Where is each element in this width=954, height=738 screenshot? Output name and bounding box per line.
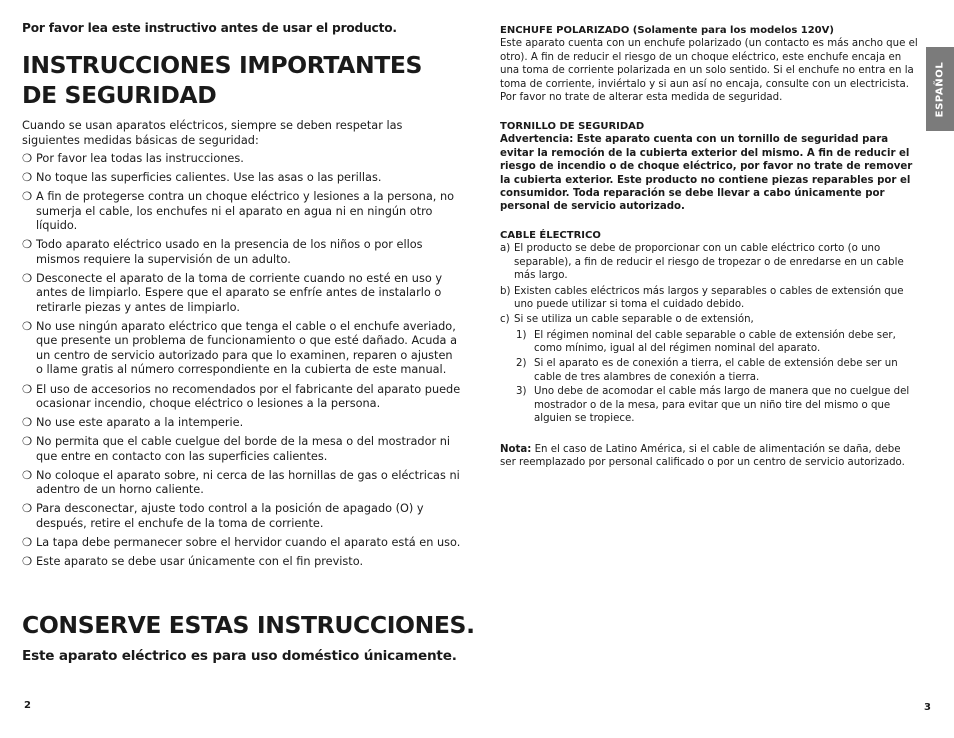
list-item	[22, 272, 462, 316]
safety-screw-section	[500, 120, 918, 214]
list-item	[22, 469, 462, 498]
list-marker: 1)	[516, 329, 527, 341]
bullet-text: Por favor lea todas las instrucciones.	[36, 152, 244, 165]
domestic-use-note: Este aparato eléctrico es para uso doméstico únicamente.	[22, 648, 457, 664]
bullet-text: No use ningún aparato eléctrico que tenga el cable o el enchufe averiado, que presente un problema de funcionamiento o que esté dañado. Acuda a un centro de servicio autorizado para que lo examinen, reparen o ajusten o llame gratis al número correspondiente en la cubierta de este manual.	[36, 319, 457, 377]
list-item	[22, 171, 462, 186]
section-heading: ENCHUFE POLARIZADO (Solamente para los modelos 120V)	[500, 25, 834, 36]
list-marker: b)	[500, 285, 511, 297]
list-item	[500, 242, 918, 282]
polarized-plug-section	[500, 24, 918, 104]
read-instructions-notice: Por favor lea este instructivo antes de usar el producto.	[22, 21, 397, 35]
power-cord-section	[500, 229, 918, 427]
list-text: Si se utiliza un cable separable o de extensión,	[514, 314, 754, 326]
list-text: El producto se debe de proporcionar con un cable eléctrico corto (o uno separable), a fin de reducir el riesgo de tropezar o de enredarse en un cable más largo.	[514, 243, 904, 282]
section-text: Advertencia: Este aparato cuenta con un tornillo de seguridad para evitar la remoción de la cubierta exterior del mismo. A fin de reducir el riesgo de incendio o de choque eléctrico, por favor no trate de remover la cubierta exterior. Este producto no contiene piezas reparables por el consumidor. Toda reparación se debe llevar a cabo únicamente por personal de servicio autorizado.	[500, 134, 913, 213]
section-heading: CABLE ÉLECTRICO	[500, 230, 601, 241]
list-item	[500, 313, 918, 326]
list-item	[22, 416, 462, 431]
list-marker: 3)	[516, 386, 527, 398]
list-text: Existen cables eléctricos más largos y separables o cables de extensión que uno puede utilizar si toma el cuidado debido.	[514, 285, 904, 311]
bullet-text: No coloque el aparato sobre, ni cerca de las hornillas de gas o eléctricas ni adentro de un horno caliente.	[36, 468, 460, 497]
list-item	[22, 536, 462, 551]
list-text: Si el aparato es de conexión a tierra, el cable de extensión debe ser un cable de tres alambres de conexión a tierra.	[534, 358, 898, 383]
latin-america-note	[500, 443, 918, 470]
list-item	[22, 190, 462, 234]
page-number-left: 2	[24, 700, 31, 711]
page-title	[22, 50, 462, 110]
list-item	[22, 435, 462, 464]
list-item	[500, 285, 918, 312]
page-number-right: 3	[924, 702, 931, 713]
note-paragraph	[500, 443, 918, 470]
list-item	[22, 502, 462, 531]
bullet-text: La tapa debe permanecer sobre el hervidor cuando el aparato está en uso.	[36, 536, 461, 550]
bullet-icon: ❍	[22, 435, 33, 449]
list-item	[22, 320, 462, 378]
list-item	[22, 152, 462, 167]
list-item	[22, 383, 462, 412]
bullet-icon: ❍	[22, 190, 33, 204]
bullet-text: No use este aparato a la intemperie.	[36, 416, 244, 430]
list-marker: c)	[500, 314, 510, 326]
bullet-icon: ❍	[22, 468, 33, 482]
list-item	[516, 385, 918, 425]
bullet-icon: ❍	[22, 171, 33, 185]
bullet-icon: ❍	[22, 502, 33, 516]
bullet-icon: ❍	[22, 536, 33, 550]
bullet-icon: ❍	[22, 382, 33, 396]
cord-list	[500, 242, 918, 326]
bullet-icon: ❍	[22, 319, 33, 333]
bullet-icon: ❍	[22, 271, 33, 285]
bullet-text: Todo aparato eléctrico usado en la presencia de los niños o por ellos mismos requiere la supervisión de un adulto.	[36, 238, 423, 266]
bullet-icon: ❍	[22, 152, 33, 165]
title-line-1: INSTRUCCIONES IMPORTANTES	[22, 51, 423, 79]
note-label: Nota:	[500, 444, 532, 455]
note-text: En el caso de Latino América, si el cable de alimentación se daña, debe ser reemplazado por personal calificado o por un centro de servicio autorizado.	[500, 444, 905, 469]
intro-paragraph: Cuando se usan aparatos eléctricos, siempre se deben respetar las siguientes medidas básicas de seguridad:	[22, 119, 403, 147]
language-tab	[926, 47, 954, 131]
list-item	[22, 555, 462, 570]
bullet-icon: ❍	[22, 416, 33, 430]
list-item	[516, 357, 918, 384]
list-text: El régimen nominal del cable separable o cable de extensión debe ser, como mínimo, igual al del régimen nominal del aparato.	[534, 329, 896, 355]
bullet-text: El uso de accesorios no recomendados por el fabricante del aparato puede ocasionar incendio, choque eléctrico o lesiones a la persona.	[36, 382, 461, 411]
bullet-text: A fin de protegerse contra un choque eléctrico y lesiones a la persona, no sumerja el cable, los enchufes ni el aparato en agua ni en ningún otro líquido.	[36, 190, 455, 233]
list-marker: 2)	[516, 358, 527, 370]
bullet-text: Para desconectar, ajuste todo control a la posición de apagado (O) y después, retire el enchufe de la toma de corriente.	[36, 502, 424, 530]
section-heading: TORNILLO DE SEGURIDAD	[500, 121, 645, 132]
bullet-text: Desconecte el aparato de la toma de corriente cuando no esté en uso y antes de limpiarlo. Espere que el aparato se enfríe antes de instalarlo o retirarle piezas y antes de limpiarlo.	[36, 271, 443, 314]
title-line-2: DE SEGURIDAD	[22, 81, 217, 109]
list-marker: a)	[500, 243, 511, 255]
bullet-text: Este aparato se debe usar únicamente con el fin previsto.	[36, 555, 364, 569]
safety-bullet-list	[22, 152, 462, 574]
bullet-icon: ❍	[22, 555, 33, 569]
bullet-text: No permita que el cable cuelgue del borde de la mesa o del mostrador ni que entre en contacto con las superficies calientes.	[36, 435, 451, 463]
section-text: Este aparato cuenta con un enchufe polarizado (un contacto es más ancho que el otro). A fin de reducir el riesgo de un choque eléctrico, este enchufe encaja en una toma de corriente polarizada en un solo sentido. Si el enchufe no entra en la toma de corriente, inviértalo y si aun así no encaja, consulte con un electricista. Por favor no trate de alterar esta medida de seguridad.	[500, 38, 918, 104]
list-text: Uno debe de acomodar el cable más largo de manera que no cuelgue del mostrador o de la mesa, para evitar que un niño tire del mismo o que alguien se tropiece.	[534, 386, 910, 425]
bullet-icon: ❍	[22, 238, 33, 252]
list-item	[22, 238, 462, 267]
language-tab-label: ESPAÑOL	[934, 61, 946, 117]
bullet-text: No toque las superficies calientes. Use las asas o las perillas.	[36, 171, 382, 185]
conserve-heading: CONSERVE ESTAS INSTRUCCIONES.	[22, 611, 475, 639]
list-item	[516, 329, 918, 356]
cord-sublist	[500, 329, 918, 426]
